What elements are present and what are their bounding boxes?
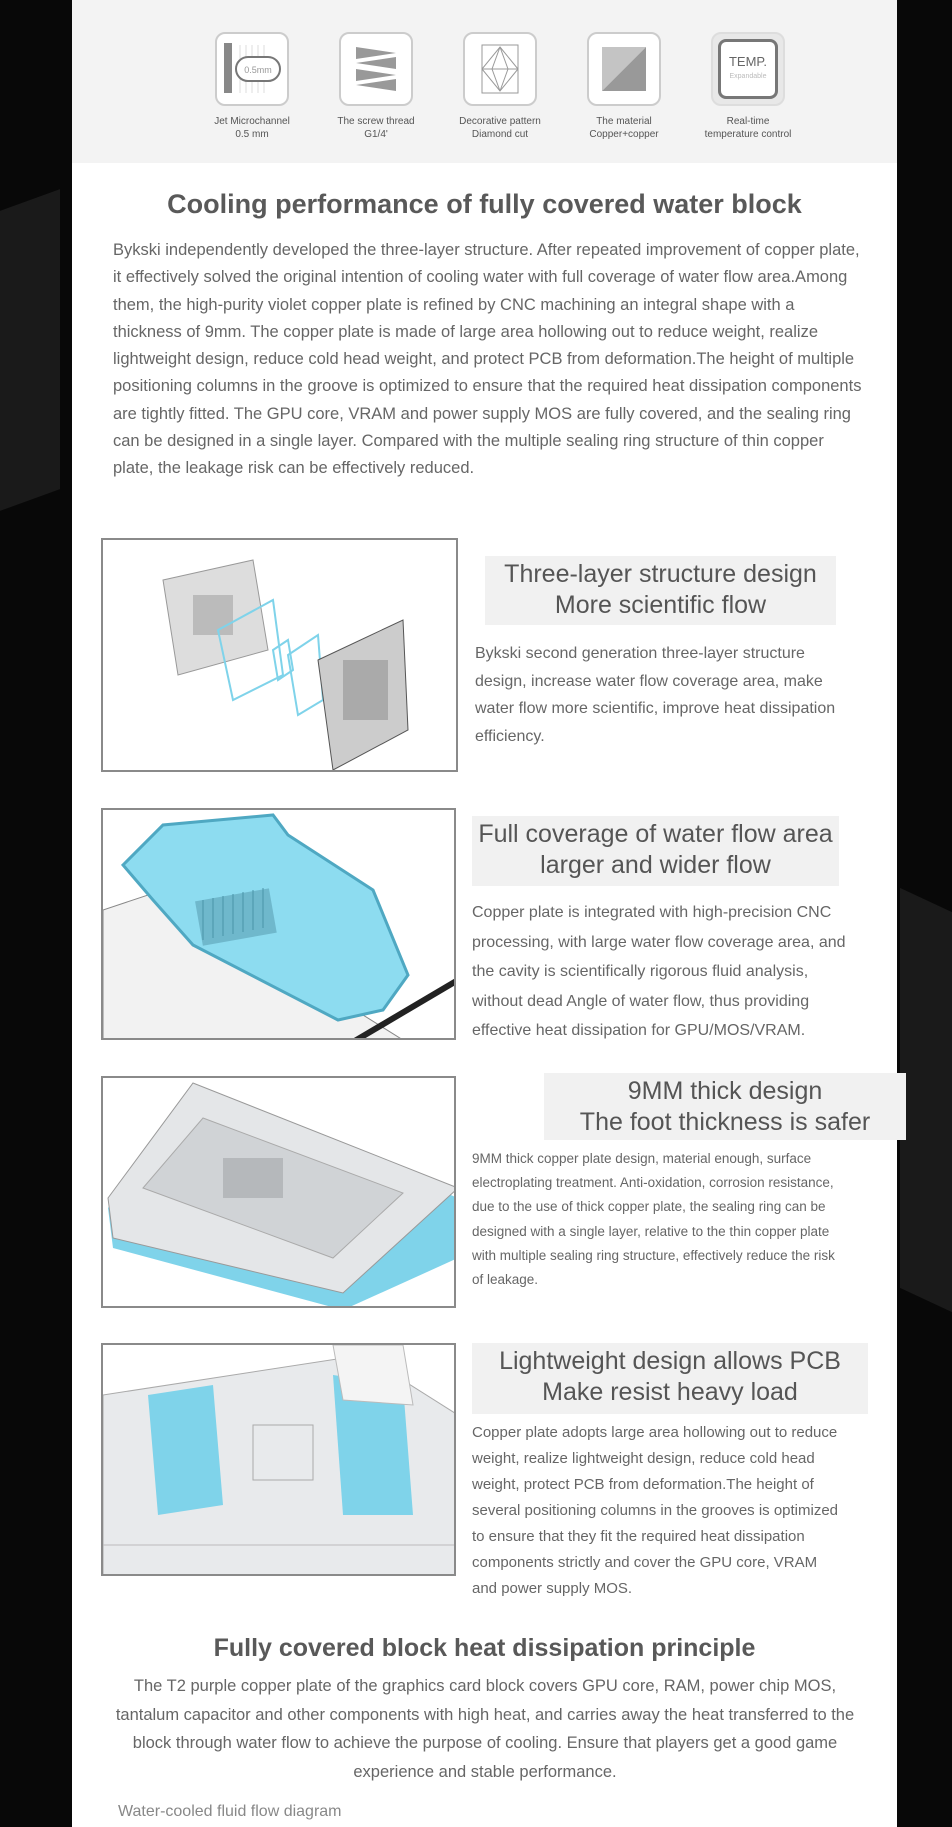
full-coverage-image bbox=[101, 808, 456, 1040]
lightweight-design-image bbox=[101, 1343, 456, 1576]
section-body: Bykski independently developed the three-layer structure. After repeated improvement of copper plate, it effectively solved the original intention of cooling water with full coverage of water flow area.Among them, the high-purity violet copper plate is refined by CNC machining an integral shape with a thickness of 9mm. The copper plate is made of large area hollowing out to reduce weight, realize lightweight design, reduce cold head weight, and protect PCB from deformation.The height of multiple positioning columns in the groove is optimized to ensure that the required heat dissipation components are tightly fitted. The GPU core, VRAM and power supply MOS are fully covered, and the sealing ring can be designed in a single layer. Compared with the multiple sealing ring structure of thin copper plate, the leakage risk can be effectively reduced. bbox=[113, 241, 862, 478]
feature-diamond-cut bbox=[438, 32, 562, 141]
material-icon bbox=[594, 39, 654, 99]
feature-description: Copper plate is integrated with high-precision CNC processing, with large water flow coverage area, and the cavity is scientifically rigorous fluid analysis, without dead Angle of water flow, thus providing effective heat dissipation for GPU/MOS/VRAM. bbox=[472, 904, 846, 1040]
feature-label: The material bbox=[596, 116, 652, 127]
thick-design-image bbox=[101, 1076, 456, 1308]
feature-value: G1/4' bbox=[364, 129, 388, 140]
diagram-caption: Water-cooled fluid flow diagram bbox=[118, 1803, 342, 1820]
screw-thread-icon bbox=[346, 39, 406, 99]
feature-value: temperature control bbox=[704, 129, 792, 140]
section-title: Cooling performance of fully covered water block bbox=[167, 189, 802, 219]
feature-heading: Full coverage of water flow area larger and wider flow bbox=[472, 816, 839, 886]
feature-temperature bbox=[686, 32, 810, 141]
three-layer-structure-image bbox=[101, 538, 458, 772]
feature-label: Decorative pattern bbox=[459, 116, 541, 127]
background-shape bbox=[0, 189, 60, 511]
background-shape bbox=[900, 888, 952, 1312]
section-title: Fully covered block heat dissipation principle bbox=[213, 1634, 756, 1662]
feature-material bbox=[562, 32, 686, 141]
feature-heading: Three-layer structure design More scientific flow bbox=[485, 556, 836, 625]
feature-value: Copper+copper bbox=[589, 129, 659, 140]
feature-icons-band bbox=[72, 0, 897, 163]
svg-text:0.5mm: 0.5mm bbox=[244, 65, 272, 75]
temperature-icon: TEMP. Expandable bbox=[718, 39, 778, 99]
feature-label: Real-time bbox=[726, 116, 770, 127]
feature-label: Jet Microchannel bbox=[214, 116, 290, 127]
product-panel bbox=[72, 0, 897, 1827]
feature-value: 0.5 mm bbox=[235, 129, 269, 140]
feature-description: 9MM thick copper plate design, material enough, surface electroplating treatment. Anti-oxidation, corrosion resistance, due to the use of thick copper plate, the sealing ring can be designed with a single layer, relative to the thin copper plate with multiple sealing ring structure, effectively reduce the risk of leakage. bbox=[472, 1151, 835, 1288]
section-body: The T2 purple copper plate of the graphics card block covers GPU core, RAM, power chip MOS, tantalum capacitor and other components with high heat, and carries away the heat transferred to the block through water flow to achieve the purpose of cooling. Ensure that players get a good game experience and stable performance. bbox=[115, 1677, 855, 1781]
feature-description: Copper plate adopts large area hollowing out to reduce weight, realize lightweight design, reduce cold head weight, protect PCB from deformation.The height of several positioning columns in the grooves is optimized to ensure that they fit the required heat dissipation components strictly and cover the GPU core, VRAM and power supply MOS. bbox=[472, 1424, 839, 1597]
feature-heading: Lightweight design allows PCB Make resist heavy load bbox=[472, 1343, 868, 1414]
jet-microchannel-icon bbox=[220, 37, 284, 101]
diamond-pattern-icon bbox=[470, 39, 530, 99]
feature-jet-microchannel bbox=[190, 32, 314, 141]
feature-screw-thread bbox=[314, 32, 438, 141]
feature-value: Diamond cut bbox=[471, 129, 529, 140]
feature-label: The screw thread bbox=[337, 116, 415, 127]
feature-heading: 9MM thick design The foot thickness is safer bbox=[544, 1073, 906, 1140]
feature-description: Bykski second generation three-layer structure design, increase water flow coverage area, make water flow more scientific, improve heat dissipation efficiency. bbox=[475, 645, 836, 745]
